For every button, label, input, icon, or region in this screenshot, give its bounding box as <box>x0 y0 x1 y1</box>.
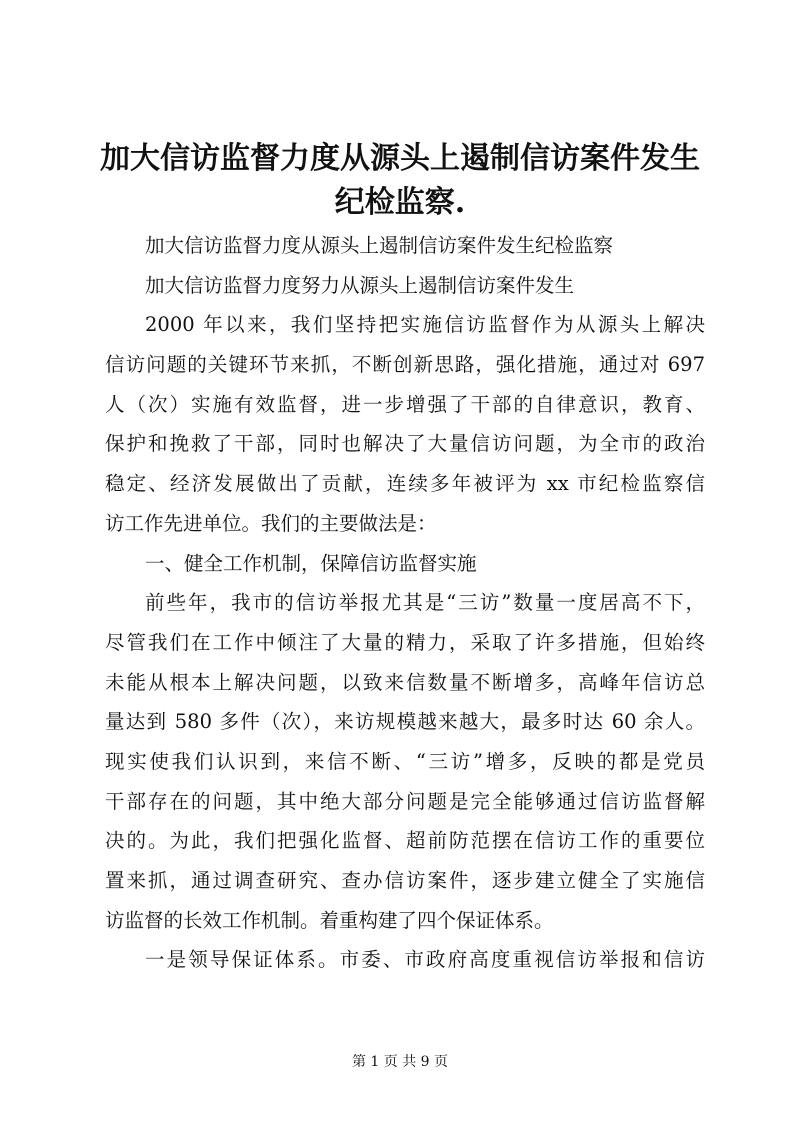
paragraph-line: 置来抓，通过调查研究、查办信访案件，逐步建立健全了实施信 <box>105 869 705 892</box>
document-title-line-2: 纪检监察. <box>334 185 466 220</box>
paragraph-line: 尽管我们在工作中倾注了大量的精力，采取了许多措施，但始终 <box>105 630 705 654</box>
paragraph-line: 现实使我们认识到，来信不断、“三访”增多，反映的都是党员 <box>105 749 705 773</box>
paragraph-line: 访监督的长效工作机制。着重构建了四个保证体系。 <box>105 908 554 932</box>
paragraph-line: 一是领导保证体系。市委、市政府高度重视信访举报和信访 <box>145 948 705 972</box>
section-heading: 一、健全工作机制，保障信访监督实施 <box>145 551 477 575</box>
paragraph-line: 信访问题的关键环节来抓，不断创新思路，强化措施，通过对 697 <box>105 353 705 377</box>
paragraph-line: 量达到 580 多件（次），来访规模越来越大，最多时达 60 余人。 <box>105 710 705 734</box>
subtitle-line: 加大信访监督力度从源头上遏制信访案件发生纪检监察 <box>145 234 614 257</box>
document-title-line-1: 加大信访监督力度从源头上遏制信访案件发生 <box>100 141 700 176</box>
page-number-footer: 第 1 页 共 9 页 <box>351 1054 449 1070</box>
paragraph-line: 前些年，我市的信访举报尤其是“三访”数量一度居高不下， <box>145 591 705 615</box>
paragraph-line: 未能从根本上解决问题，以致来信数量不断增多，高峰年信访总 <box>105 670 705 694</box>
paragraph-line: 2000 年以来，我们坚持把实施信访监督作为从源头上解决 <box>145 313 705 337</box>
subtitle-line: 加大信访监督力度努力从源头上遏制信访案件发生 <box>145 273 575 297</box>
paragraph-line: 访工作先进单位。我们的主要做法是： <box>105 511 437 535</box>
paragraph-line: 稳定、经济发展做出了贡献，连续多年被评为 xx 市纪检监察信 <box>105 472 705 496</box>
paragraph-line: 决的。为此，我们把强化监督、超前防范摆在信访工作的重要位 <box>105 829 705 853</box>
document-body <box>105 226 705 980</box>
paragraph-line: 保护和挽救了干部，同时也解决了大量信访问题，为全市的政治 <box>105 432 705 456</box>
paragraph-line: 人（次）实施有效监督，进一步增强了干部的自律意识，教育、 <box>105 392 705 416</box>
paragraph-line: 干部存在的问题，其中绝大部分问题是完全能够通过信访监督解 <box>105 789 705 813</box>
